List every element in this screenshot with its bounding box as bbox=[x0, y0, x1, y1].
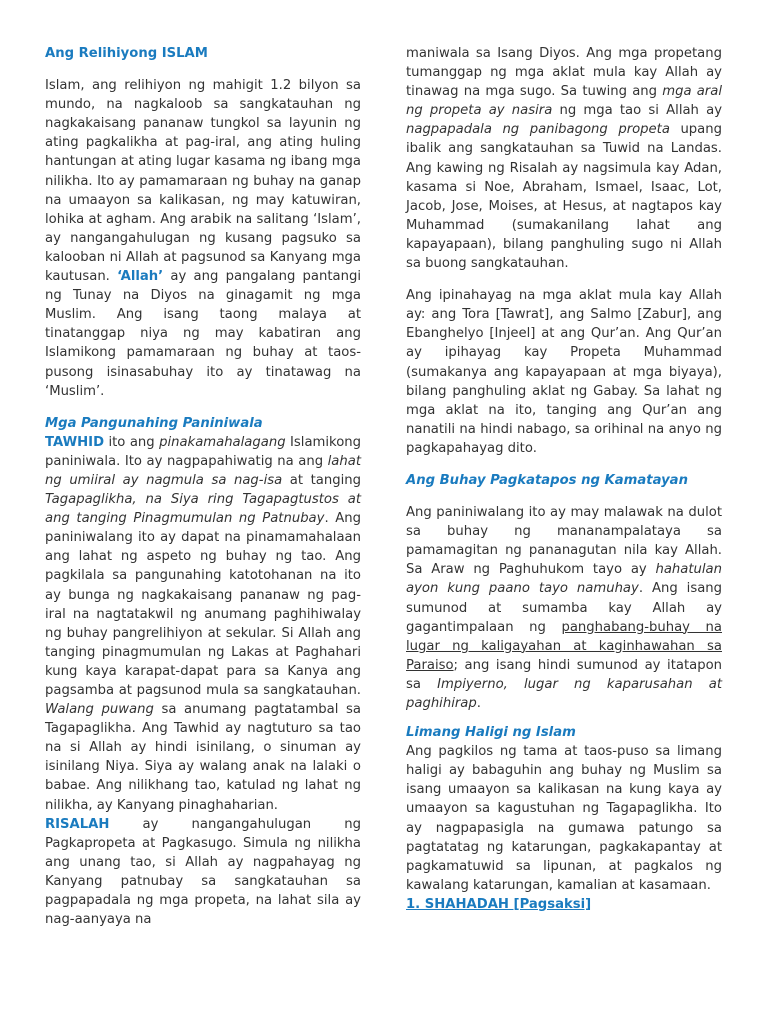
afterlife-text-2: . Ang isang sumunod at sumamba kay Allah ay gagantimpalaan ng bbox=[406, 581, 722, 635]
risalah-cont-text-2: ng mga tao si Allah ay bbox=[552, 103, 722, 119]
afterlife-heading: Ang Buhay Pagkatapos ng Kamatayan bbox=[406, 472, 688, 488]
tawhid-italic-2: lahat ng umiiral ay nagmula sa nag-isa bbox=[45, 453, 361, 488]
pillars-paragraph: Ang pagkilos ng tama at taos-puso sa limang haligi ay babaguhin ang buhay ng Muslim sa isang umaayon sa kalikasan na kung kaya ay umaayon sa kagustuhan ng Tagapaglikha. Ito ay nagpapasigla na gumawa patungo sa pagtatatag ng katarungan, pagkakapantay at pagkamatuwid sa lipunan, at pagkalos ng kawalang katarungan, kamalian at kasamaan. bbox=[406, 744, 722, 893]
tawhid-paragraph bbox=[45, 433, 361, 815]
intro-paragraph bbox=[45, 76, 361, 401]
afterlife-italic-2: Impiyerno, lugar ng kaparusahan at paghihirap bbox=[406, 676, 722, 711]
risalah-continued bbox=[406, 44, 722, 273]
tawhid-term: TAWHID bbox=[45, 434, 105, 450]
shahadah-link[interactable]: 1. SHAHADAH [Pagsaksi] bbox=[406, 896, 592, 912]
risalah-cont-text-3: upang ibalik ang sangkatauhan sa Tuwid na Landas. Ang kawing ng Risalah ay nagsimula kay Adan, kasama si Noe, Abraham, Ismael, Isaac, Lot, Jacob, Jose, Moises, at Hesus, at nagtapos kay Muhammad (sumakanilang lahat ang kapayapaan), bilang panghuling sugo ni Allah sa buong sangkatauhan. bbox=[406, 122, 722, 272]
intro-text-2: ay ang pangalang pantangi ng Tunay na Diyos na ginagamit ng mga Muslim. Ang isang taong malaya at tinatanggap niya ng may kabatiran ang Islamikong pamamaraan ng buhay at taos-pusong isinasabuhay ito ay tinatawag na ‘Muslim’. bbox=[45, 269, 362, 399]
tawhid-text-4: . Ang paniniwalang ito ay dapat na pinamamahalaan ang lahat ng aspeto ng buhay ng tao. Ang pagkilala sa pangunahing katotohanan na ito ay bunga ng nagkakaisang pananaw ng pag-iral na nagtatakwil ng anumang paghihiwalay ng buhay pangrelihiyon at sekular. Si Allah ang tanging pinagmumulan ng Lakas at Paghahari kung kaya karapat-dapat para sa Kanya ang pagsamba at pagsunod mula sa sangkatauhan. bbox=[45, 511, 361, 698]
afterlife-paragraph bbox=[406, 503, 722, 713]
risalah-term: RISALAH bbox=[45, 816, 110, 832]
beliefs-heading: Mga Pangunahing Paniniwala bbox=[45, 415, 263, 431]
title-heading: Ang Relihiyong ISLAM bbox=[45, 46, 208, 61]
tawhid-italic-1: pinakamahalagang bbox=[159, 434, 286, 450]
tawhid-text-2: Islamikong paniniwala. Ito ay nagpapahiwatig na ang bbox=[45, 434, 361, 469]
left-column bbox=[45, 44, 361, 929]
tawhid-text-1: ito ang bbox=[104, 434, 160, 450]
afterlife-text-1: Ang paniniwalang ito ay may malawak na dulot sa buhay ng mananampalataya sa pamamagitan ng pananagutan nila kay Allah. Sa Araw ng Paghuhukom tayo ay bbox=[406, 505, 722, 578]
tawhid-text-5: sa anumang pagtatambal sa Tagapaglikha. Ang Tawhid ay nagtuturo sa tao na si Allah ay hindi isinilang, o sinuman ay isinilang Niya. Siya ay walang anak na lalaki o babae. Ang nilikhang tao, katulad ng lahat ng nilikha, ay Kanyang pinaghaharian. bbox=[45, 702, 361, 813]
afterlife-text-4: . bbox=[476, 696, 481, 711]
tawhid-text-3: at tanging bbox=[282, 472, 362, 488]
tawhid-italic-4: Walang puwang bbox=[45, 702, 154, 718]
afterlife-text-3: ; ang isang hindi sumunod ay itatapon sa bbox=[406, 657, 722, 692]
risalah-cont-text-1: maniwala sa Isang Diyos. Ang mga propetang tumanggap ng mga aklat mula kay Allah ay tinawag na mga sugo. Sa tuwing ang bbox=[406, 46, 722, 100]
risalah-paragraph bbox=[45, 815, 361, 930]
risalah-text: ay nangangahulugan ng Pagkapropeta at Pagkasugo. Simula ng nilikha ang unang tao, si Allah ay nagpahayag ng Kanyang patnubay sa sangkatauhan sa pagpapadala ng mga propeta, na lahat sila ay nag-aanyaya na bbox=[45, 816, 361, 928]
pillars-heading: Limang Haligi ng Islam bbox=[406, 725, 576, 741]
risalah-cont-italic-1: mga aral ng propeta ay nasira bbox=[406, 84, 722, 119]
right-column bbox=[406, 44, 722, 914]
paradise-underlined: panghabang-buhay na lugar ng kaligayahan at kaginhawahan sa Paraiso bbox=[406, 619, 722, 673]
books-paragraph: Ang ipinahayag na mga aklat mula kay Allah ay: ang Tora [Tawrat], ang Salmo [Zabur], ang Ebanghelyo [Injeel] at ang Qur’an. Ang Qur’an ay ipihayag kay Propeta Muhammad (sumakanya ang kapayapaan at mga biyaya), bilang panghuling aklat ng Gabay. Sa lahat ng mga aklat na ito, tanging ang Qur’an ang nanatili na hindi nabago, sa orihinal na anyo ng pagkapahayag dito. bbox=[406, 288, 722, 456]
allah-term: ‘Allah’ bbox=[117, 269, 164, 285]
afterlife-italic-1: hahatulan ayon kung paano tayo namuhay bbox=[406, 562, 722, 597]
intro-text-1: Islam, ang relihiyon ng mahigit 1.2 bilyon sa mundo, na nagkaloob sa sangkatauhan ng nagkakaisang pananaw tungkol sa layunin ng ating pagkalikha at pag-iral, ang ating huling hantungan at ating lugar kasama ng ibang mga nilikha. Ito ay pamamaraan ng buhay na ganap na umaayon sa kalikasan, ng may katuwiran, lohika at agham. Ang arabik na salitang ‘Islam’, ay nangangahulugan ng kusang pagsuko sa kalooban ni Allah at pagsunod sa Kanyang mga kautusan. bbox=[45, 78, 361, 285]
tawhid-italic-3: Tagapaglikha, na Siya ring Tagapagtustos at ang tanging Pinagmumulan ng Patnubay bbox=[45, 492, 361, 527]
risalah-cont-italic-2: nagpapadala ng panibagong propeta bbox=[406, 122, 670, 138]
